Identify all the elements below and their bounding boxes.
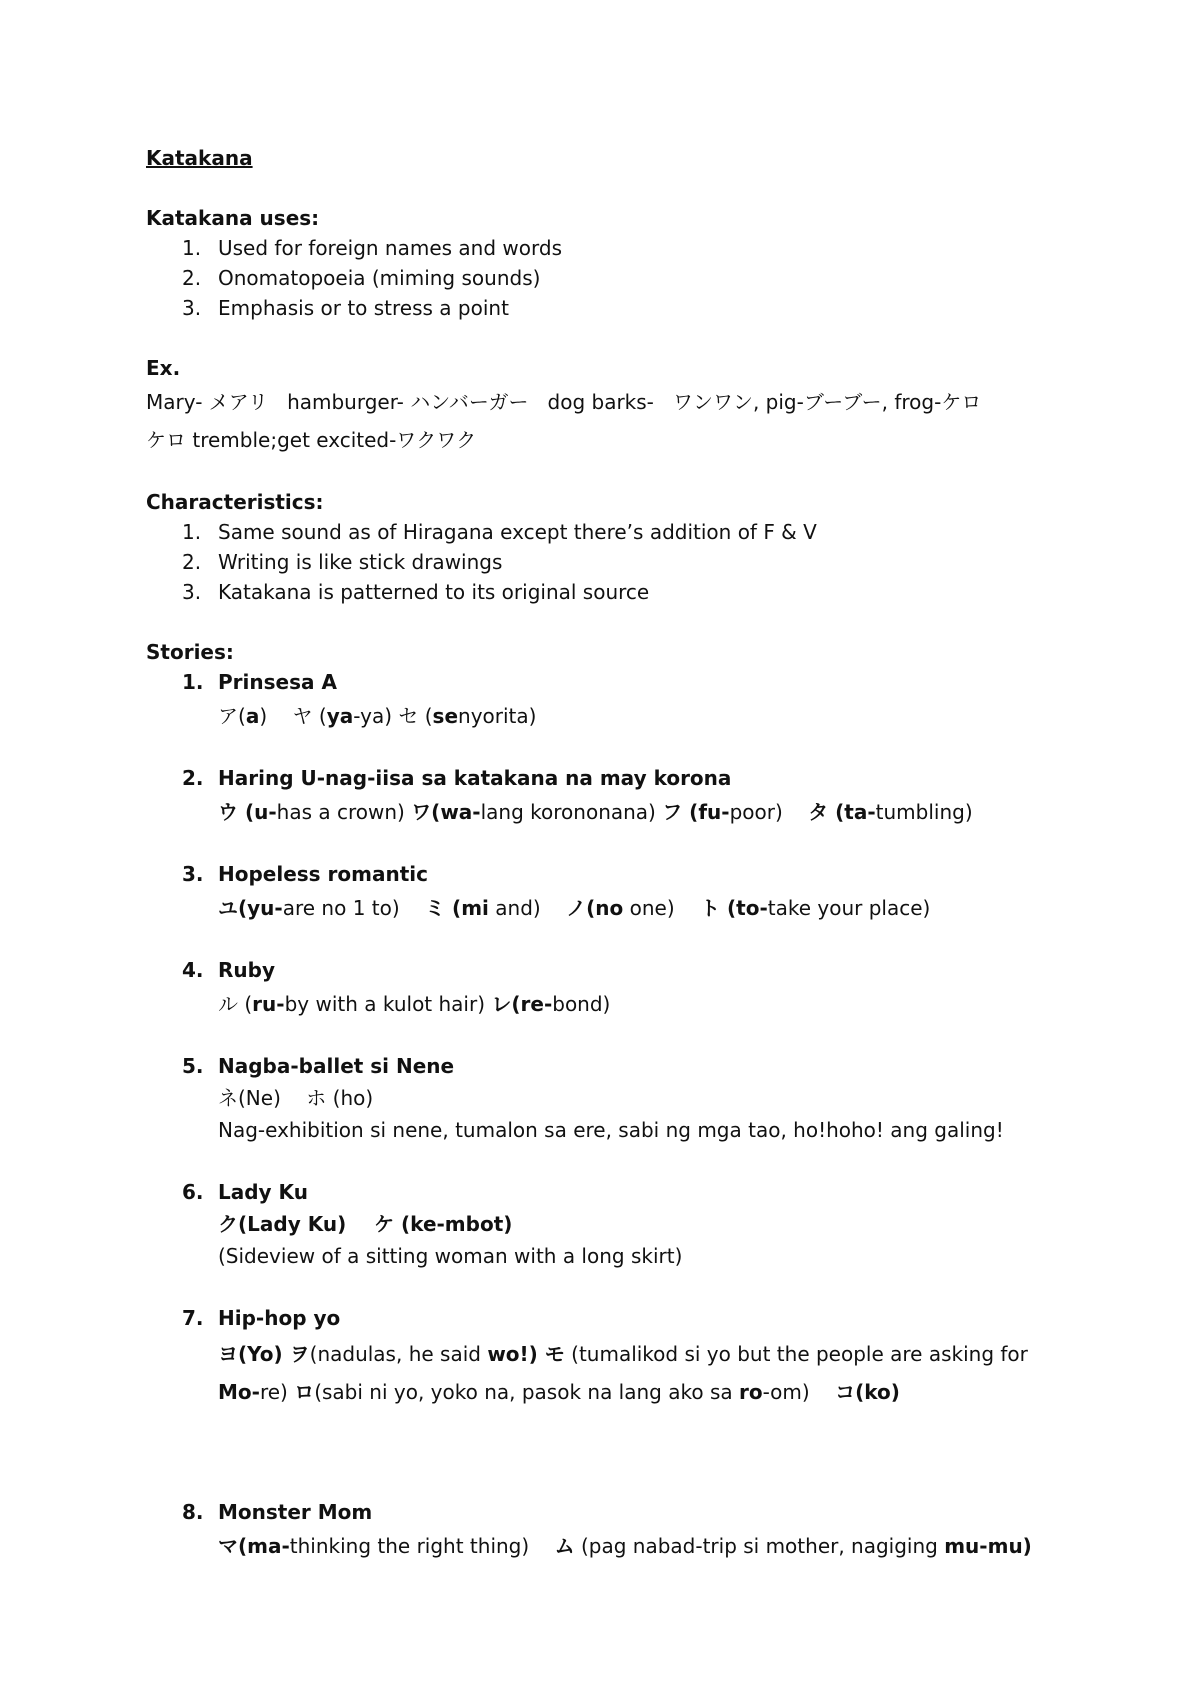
story-line	[218, 1118, 1004, 1142]
list-item: Same sound as of Hiragana except there’s addition of F & V	[218, 520, 817, 544]
list-item: Onomatopoeia (miming sounds)	[218, 266, 541, 290]
list-item-number: 3.	[182, 296, 202, 320]
story-title: Ruby	[218, 958, 275, 982]
story-line	[218, 704, 536, 728]
story-text-segment: wo!) モ	[487, 1342, 565, 1366]
story-text-segment: poor)	[729, 800, 809, 824]
story-text-segment: take your place)	[767, 896, 931, 920]
story-number: 3.	[182, 862, 204, 886]
list-item: Writing is like stick drawings	[218, 550, 503, 574]
story-text-segment: -ya) セ (	[353, 704, 433, 728]
story-text-segment: ワ(wa-	[411, 800, 481, 824]
story-text-segment: ト (to-	[700, 896, 768, 920]
story-text-segment: ク(Lady Ku) ケ (ke-mbot)	[218, 1212, 513, 1236]
story-title: Haring U-nag-iisa sa katakana na may korona	[218, 766, 732, 790]
story-text-segment: (sabi ni yo, yoko na, pasok na lang ako sa	[314, 1380, 739, 1404]
story-text-segment: (Sideview of a sitting woman with a long skirt)	[218, 1244, 683, 1268]
story-line	[218, 800, 973, 824]
story-text-segment: lang korononana)	[480, 800, 663, 824]
story-text-segment: Mo-	[218, 1380, 260, 1404]
story-number: 5.	[182, 1054, 204, 1078]
story-text-segment: ロ	[294, 1380, 315, 1404]
story-title: Lady Ku	[218, 1180, 308, 1204]
story-number: 1.	[182, 670, 204, 694]
story-number: 6.	[182, 1180, 204, 1204]
page-title: Katakana	[146, 146, 253, 170]
story-text-segment: tumbling)	[875, 800, 973, 824]
story-line	[218, 1342, 1028, 1366]
story-line	[218, 896, 930, 920]
story-line	[218, 1380, 900, 1404]
stories-heading: Stories:	[146, 640, 234, 664]
story-line	[218, 1086, 373, 1110]
story-text-segment: レ(re-	[491, 992, 553, 1016]
story-line	[218, 1244, 682, 1268]
story-text-segment: ム	[554, 1534, 575, 1558]
story-text-segment: ) ヤ (	[259, 704, 327, 728]
story-title: Hopeless romantic	[218, 862, 428, 886]
story-text-segment: ノ(no	[566, 896, 624, 920]
story-text-segment: has a crown)	[276, 800, 412, 824]
story-number: 8.	[182, 1500, 204, 1524]
list-item-number: 3.	[182, 580, 202, 604]
characteristics-heading: Characteristics:	[146, 490, 324, 514]
list-item-number: 2.	[182, 550, 202, 574]
story-line	[218, 1534, 1032, 1558]
story-text-segment: (nadulas, he said	[309, 1342, 488, 1366]
story-text-segment: (tumalikod si yo but the people are asking for	[564, 1342, 1028, 1366]
story-text-segment: コ(ko)	[835, 1380, 900, 1404]
story-text-segment: ア(	[218, 704, 246, 728]
story-line	[218, 1212, 512, 1236]
story-text-segment: a	[245, 704, 260, 728]
story-text-segment: ウ (u-	[218, 800, 277, 824]
story-number: 2.	[182, 766, 204, 790]
story-text-segment: are no 1 to)	[282, 896, 426, 920]
story-text-segment: -om)	[762, 1380, 836, 1404]
list-item: Katakana is patterned to its original source	[218, 580, 650, 604]
story-title: Prinsesa A	[218, 670, 337, 694]
story-line	[218, 992, 610, 1016]
list-item-number: 2.	[182, 266, 202, 290]
story-text-segment: and)	[488, 896, 567, 920]
list-item: Emphasis or to stress a point	[218, 296, 509, 320]
story-text-segment: Nag-exhibition si nene, tumalon sa ere, sabi ng mga tao, ho!hoho! ang galing!	[218, 1118, 1004, 1142]
story-title: Hip-hop yo	[218, 1306, 341, 1330]
story-number: 7.	[182, 1306, 204, 1330]
examples-line: ケロ tremble;get excited-ワクワク	[146, 428, 477, 452]
story-text-segment: thinking the right thing)	[289, 1534, 555, 1558]
story-text-segment: タ (ta-	[808, 800, 876, 824]
uses-heading: Katakana uses:	[146, 206, 320, 230]
story-text-segment: by with a kulot hair)	[284, 992, 492, 1016]
examples-line: Mary- メアリ hamburger- ハンバーガー dog barks- ワンワン, pig-ブーブー, frog-ケロ	[146, 390, 982, 414]
story-number: 4.	[182, 958, 204, 982]
story-title: Nagba-ballet si Nene	[218, 1054, 455, 1078]
story-text-segment: ro	[738, 1380, 763, 1404]
story-text-segment: ル (	[218, 992, 253, 1016]
list-item-number: 1.	[182, 236, 202, 260]
story-text-segment: one)	[623, 896, 701, 920]
examples-heading: Ex.	[146, 356, 181, 380]
story-title: Monster Mom	[218, 1500, 373, 1524]
story-text-segment: se	[432, 704, 459, 728]
list-item: Used for foreign names and words	[218, 236, 562, 260]
story-text-segment: ヨ(Yo) ヲ	[218, 1342, 310, 1366]
story-text-segment: (pag nabad-trip si mother, nagiging	[574, 1534, 945, 1558]
story-text-segment: ru-	[252, 992, 285, 1016]
list-item-number: 1.	[182, 520, 202, 544]
story-text-segment: ユ(yu-	[218, 896, 283, 920]
story-text-segment: ya	[326, 704, 354, 728]
story-text-segment: フ (fu-	[662, 800, 730, 824]
story-text-segment: mu-mu)	[944, 1534, 1032, 1558]
story-text-segment: re)	[259, 1380, 295, 1404]
story-text-segment: bond)	[552, 992, 611, 1016]
story-text-segment: nyorita)	[458, 704, 537, 728]
story-text-segment: マ(ma-	[218, 1534, 290, 1558]
story-text-segment: ネ(Ne) ホ (ho)	[218, 1086, 374, 1110]
story-text-segment: ミ (mi	[425, 896, 489, 920]
